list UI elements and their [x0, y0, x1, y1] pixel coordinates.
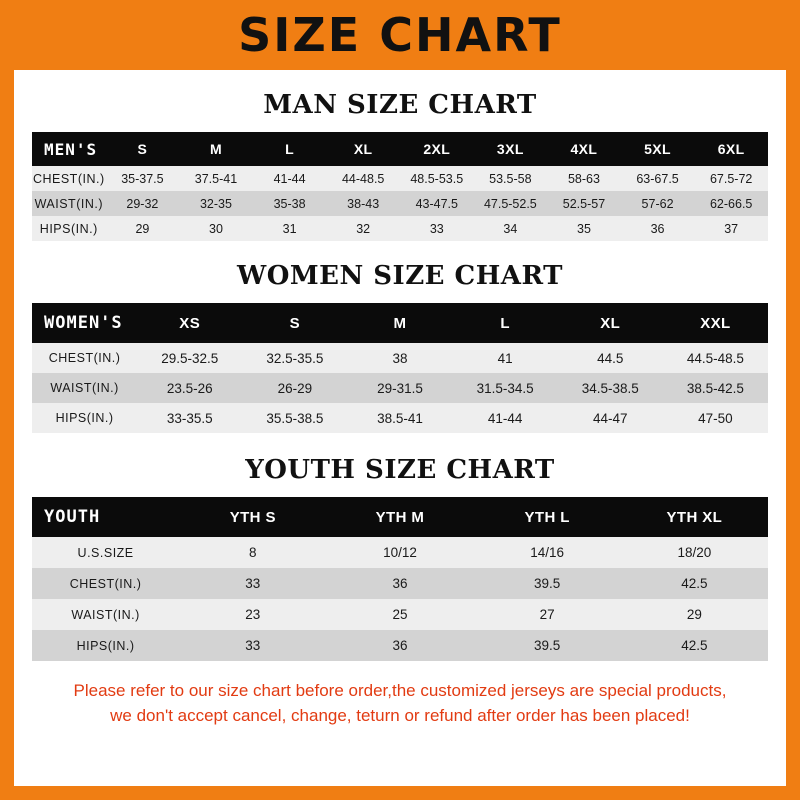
- man-table-header: [32, 132, 768, 166]
- youth-cell-3-1: 36: [392, 638, 408, 653]
- youth-cell-0-0: 8: [249, 545, 257, 560]
- man-row-0-label: CHEST(IN.): [32, 171, 105, 186]
- youth-cell-0-3: 18/20: [677, 545, 712, 560]
- notice-line-1: Please refer to our size chart before order,the customized jerseys are special products,: [73, 681, 727, 700]
- youth-cell-1-1: 36: [392, 576, 408, 591]
- youth-col-3: YTH XL: [666, 508, 723, 526]
- man-cell-2-8: 37: [724, 221, 739, 236]
- man-cell-1-8: 62-66.5: [709, 196, 753, 211]
- man-col-7: 5XL: [644, 141, 671, 157]
- women-col-4: XL: [600, 314, 621, 332]
- table-row: [32, 599, 768, 630]
- table-row: [32, 537, 768, 568]
- man-col-5: 3XL: [496, 141, 524, 157]
- man-cell-0-3: 44-48.5: [341, 171, 385, 186]
- youth-size-table: [32, 497, 768, 661]
- women-col-2: M: [393, 314, 407, 332]
- youth-cell-1-2: 39.5: [534, 576, 561, 591]
- man-cell-1-5: 47.5-52.5: [483, 196, 537, 211]
- women-col-1: S: [289, 314, 301, 332]
- youth-cell-3-3: 42.5: [681, 638, 708, 653]
- man-cell-2-6: 35: [577, 221, 591, 236]
- youth-table-header: [32, 497, 768, 537]
- man-col-2: L: [285, 141, 295, 157]
- youth-row-0-label: U.S.SIZE: [77, 545, 134, 560]
- women-cell-1-3: 31.5-34.5: [476, 380, 534, 396]
- youth-cell-3-2: 39.5: [534, 638, 561, 653]
- man-cell-1-3: 38-43: [347, 196, 380, 211]
- women-cell-2-3: 41-44: [487, 410, 523, 426]
- man-cell-2-3: 32: [356, 221, 371, 236]
- man-cell-0-1: 37.5-41: [194, 171, 238, 186]
- women-cell-0-5: 44.5-48.5: [686, 350, 744, 366]
- youth-cell-2-0: 23: [245, 607, 261, 622]
- man-table-body: [32, 166, 768, 241]
- women-cell-1-1: 26-29: [277, 380, 313, 396]
- man-cell-2-7: 36: [650, 221, 665, 236]
- women-cell-0-2: 38: [392, 350, 408, 366]
- youth-col-1: YTH M: [375, 508, 425, 526]
- youth-cell-1-0: 33: [245, 576, 261, 591]
- man-cell-2-4: 33: [429, 221, 444, 236]
- table-row: [32, 568, 768, 599]
- table-row: [32, 343, 768, 373]
- man-cell-2-1: 30: [209, 221, 223, 236]
- youth-cell-2-2: 27: [539, 607, 555, 622]
- women-cell-2-5: 47-50: [698, 410, 733, 426]
- youth-cell-0-1: 10/12: [383, 545, 417, 560]
- youth-row-3-label: HIPS(IN.): [76, 638, 135, 653]
- women-cell-1-0: 23.5-26: [166, 380, 213, 396]
- man-col-3: XL: [353, 141, 373, 157]
- page-banner: [0, 0, 800, 70]
- youth-cell-2-1: 25: [392, 607, 408, 622]
- women-row-1-label: WAIST(IN.): [50, 381, 119, 395]
- table-header-row: [32, 303, 768, 343]
- women-size-table: [32, 303, 768, 433]
- women-cell-2-0: 33-35.5: [166, 410, 213, 426]
- youth-cell-2-3: 29: [686, 607, 702, 622]
- women-row-0-label: CHEST(IN.): [48, 351, 121, 365]
- women-cell-0-3: 41: [497, 350, 513, 366]
- youth-row-2-label: WAIST(IN.): [71, 607, 140, 622]
- man-size-table: [32, 132, 768, 241]
- youth-col-2: YTH L: [524, 508, 570, 526]
- youth-cell-0-2: 14/16: [530, 545, 565, 560]
- man-cell-0-0: 35-37.5: [121, 171, 164, 186]
- man-cell-0-8: 67.5-72: [709, 171, 753, 186]
- women-table-corner: WOMEN'S: [44, 313, 123, 333]
- table-row: [32, 216, 768, 241]
- chart-content: [14, 90, 786, 728]
- women-table-body: [32, 343, 768, 433]
- women-cell-2-1: 35.5-38.5: [266, 410, 324, 426]
- women-col-3: L: [500, 314, 510, 332]
- women-section-title: WOMEN SIZE CHART: [237, 261, 563, 291]
- man-cell-0-5: 53.5-58: [489, 171, 532, 186]
- man-cell-2-5: 34: [503, 221, 518, 236]
- table-header-row: [32, 132, 768, 166]
- youth-col-0: YTH S: [229, 508, 276, 526]
- youth-table-corner: YOUTH: [44, 507, 101, 527]
- man-cell-1-0: 29-32: [126, 196, 159, 211]
- man-cell-1-7: 57-62: [641, 196, 674, 211]
- man-section-title: MAN SIZE CHART: [263, 90, 537, 120]
- table-row: [32, 166, 768, 191]
- women-cell-0-0: 29.5-32.5: [161, 350, 219, 366]
- youth-cell-1-3: 42.5: [681, 576, 708, 591]
- table-row: [32, 630, 768, 661]
- women-cell-1-4: 34.5-38.5: [581, 380, 639, 396]
- women-table-header: [32, 303, 768, 343]
- man-row-1-label: WAIST(IN.): [34, 196, 103, 211]
- man-cell-1-6: 52.5-57: [562, 196, 606, 211]
- youth-table-body: [32, 537, 768, 661]
- youth-section-title: YOUTH SIZE CHART: [245, 455, 555, 485]
- man-cell-0-2: 41-44: [273, 171, 306, 186]
- man-cell-1-2: 35-38: [273, 196, 306, 211]
- man-col-8: 6XL: [717, 141, 745, 157]
- women-cell-2-2: 38.5-41: [377, 410, 423, 426]
- notice-line-2: we don't accept cancel, change, teturn or refund after order has been placed!: [110, 705, 690, 725]
- page-title: SIZE CHART: [238, 8, 562, 62]
- women-col-5: XXL: [700, 314, 731, 332]
- women-cell-1-2: 29-31.5: [377, 380, 423, 396]
- footer-strip: [0, 786, 800, 800]
- youth-row-1-label: CHEST(IN.): [69, 576, 142, 591]
- man-cell-1-4: 43-47.5: [415, 196, 458, 211]
- man-col-4: 2XL: [423, 141, 451, 157]
- women-cell-0-4: 44.5: [597, 350, 624, 366]
- women-col-0: XS: [179, 314, 201, 332]
- table-row: [32, 191, 768, 216]
- women-cell-1-5: 38.5-42.5: [686, 380, 744, 396]
- women-cell-0-1: 32.5-35.5: [266, 350, 324, 366]
- man-row-2-label: HIPS(IN.): [39, 221, 98, 236]
- table-header-row: [32, 497, 768, 537]
- man-cell-2-2: 31: [282, 221, 297, 236]
- table-row: [32, 373, 768, 403]
- man-col-1: M: [209, 141, 223, 157]
- man-col-6: 4XL: [570, 141, 598, 157]
- order-policy-notice: [32, 679, 768, 728]
- man-cell-1-1: 32-35: [199, 196, 232, 211]
- man-col-0: S: [137, 141, 148, 157]
- man-cell-0-6: 58-63: [567, 171, 600, 186]
- man-cell-0-7: 63-67.5: [636, 171, 679, 186]
- women-cell-2-4: 44-47: [593, 410, 628, 426]
- table-row: [32, 403, 768, 433]
- man-table-corner: MEN'S: [44, 139, 98, 159]
- man-cell-0-4: 48.5-53.5: [410, 171, 464, 186]
- women-row-2-label: HIPS(IN.): [55, 411, 114, 425]
- youth-cell-3-0: 33: [245, 638, 261, 653]
- man-cell-2-0: 29: [135, 221, 150, 236]
